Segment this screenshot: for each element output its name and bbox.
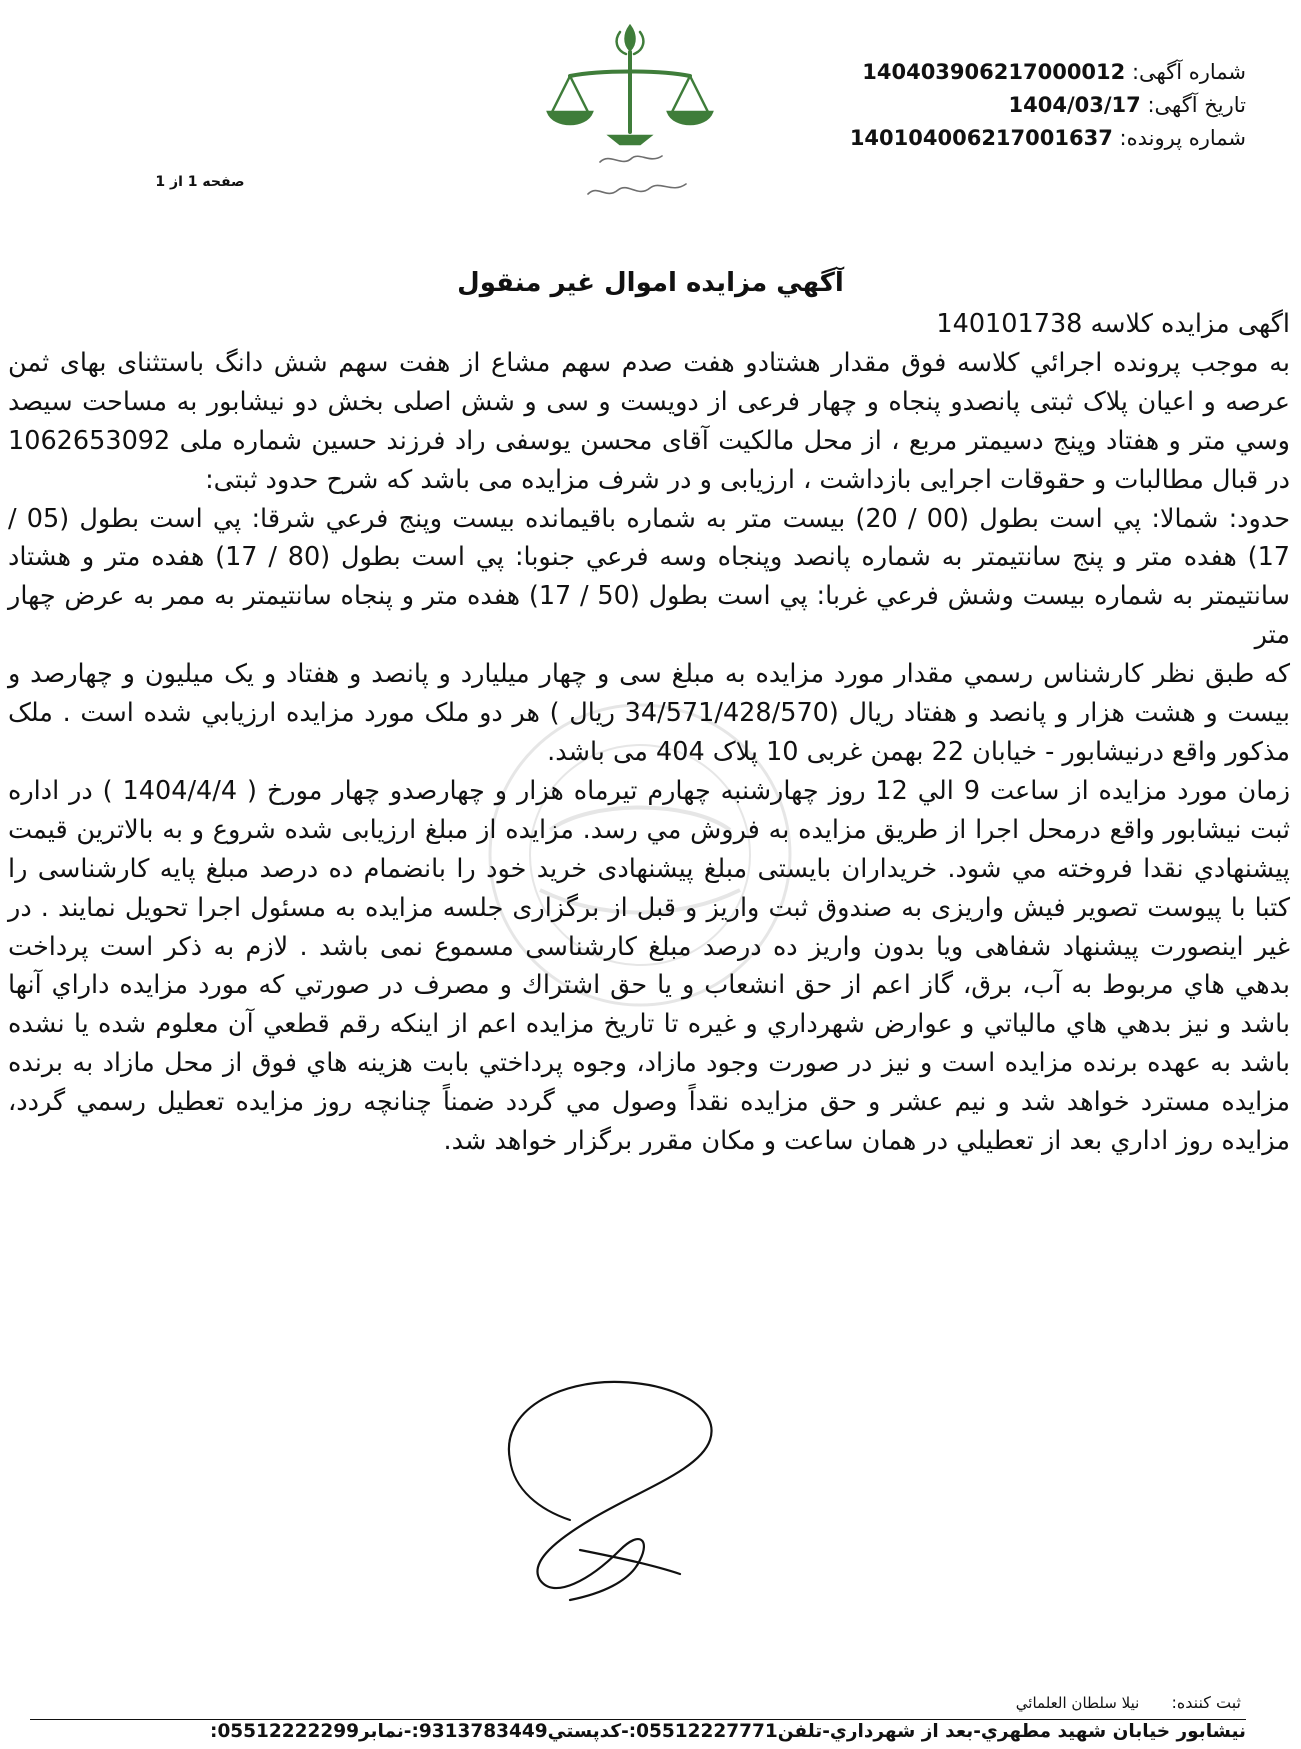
registrar-label: ثبت کننده: [1171,1693,1241,1712]
registrar-line [1016,1693,1241,1712]
notice-metadata [726,56,1246,155]
notice-body [8,305,1290,1161]
body-paragraph-boundaries: حدود: شمالا: پي است بطول (00 / 20) بيست متر به شماره باقيمانده بيست وپنج فرعي شرقا: پي است بطول (05 / 17) هفده متر و پنج سانتيمتر به شماره پانصد وپنجاه وسه فرعي جنوبا: پي است بطول (80 / 17) هفده متر و هشتاد سانتيمتر به شماره بيست وشش فرعي غربا: پي است بطول (50 / 17) هفده متر و پنجاه سانتيمتر به ممر به عرض چهار متر [8,503,1291,651]
notice-date-row [726,89,1246,122]
judiciary-emblem [540,12,720,217]
footer-divider [30,1719,1246,1720]
body-paragraph-valuation: که طبق نظر کارشناس رسمي مقدار مورد مزايده به مبلغ سی و چهار ميليارد و پانصد و هفتاد و يک ميليون و چهارصد و بيست و هشت هزار و پانصد و هفتاد ريال (34/571/428/570 ريال ) هر دو ملک مورد مزايده ارزيابي شده است . ملک مذکور واقع درنیشابور - خیابان 22 بهمن غربی 10 پلاک 404 می باشد. [8,659,1290,767]
notice-date-label: تاریخ آگهی: [1147,93,1246,117]
body-paragraph-auction-terms: زمان مورد مزايده از ساعت 9 الي 12 روز چهارشنبه چهارم تیرماه هزار و چهارصدو چهار مورخ ( 1404/4/4 ) در اداره ثبت نیشابور واقع درمحل اجرا از طريق مزايده به فروش مي رسد. مزايده از مبلغ ارزيابی شده شروع و به بالاترين قيمت پيشنهادي نقدا فروخته مي شود. خريداران بايستی مبلغ پيشنهادی خريد خود را بانضمام ده درصد مبلغ پايه کارشناسی را کتبا با پيوست تصوير فيش واريزی به صندوق ثبت واريز و قبل از برگزاری جلسه مزايده به مسئول اجرا تحويل نمايند . در غير اينصورت پيشنهاد شفاهی ويا بدون واريز ده درصد مبلغ کارشناسی مسموع نمی باشد . لازم به ذکر است پرداخت بدهي هاي مربوط به آب، برق، گاز اعم از حق انشعاب و يا حق اشتراك و مصرف در صورتي كه مورد مزايده داراي آنها باشد و نيز بدهي هاي مالياتي و عوارض شهرداري و غيره تا تاريخ مزايده اعم از اينكه رقم قطعي آن معلوم شده يا نشده باشد به عهده برنده مزايده است و نيز در صورت وجود مازاد، وجوه پرداختي بابت هزينه هاي فوق از محل مازاد به برنده مزايده مسترد خواهد شد و نيم عشر و حق مزايده نقداً وصول مي گردد ضمناً چنانچه روز مزايده تعطيل رسمي گردد، مزايده روز اداري بعد از تعطيلي در همان ساعت و مكان مقرر برگزار خواهد شد. [8,775,1291,1157]
file-number-label: شماره پرونده: [1119,126,1246,150]
file-number: 140104006217001637 [849,126,1113,150]
notice-number-label: شماره آگهی: [1131,60,1246,84]
file-number-row [726,122,1246,155]
notice-number-row [726,56,1246,89]
case-class-line: اگهی مزایده کلاسه 140101738 [936,309,1290,339]
body-paragraph-property: به موجب پرونده اجرائي کلاسه فوق مقدار هشتادو هفت صدم سهم مشاع از هفت سهم شش دانگ باستثنای بهای ثمن عرصه و اعیان پلاک ثبتی پانصدو پنجاه و چهار فرعی از دویست و سی و شش اصلی بخش دو نیشابور به مساحت سیصد وسي متر و هفتاد وپنج دسيمتر مربع ، از محل مالکیت آقای محسن یوسفی راد فرزند حسین شماره ملی 1062653092 در قبال مطالبات و حقوقات اجرایی بازداشت ، ارزیابی و در شرف مزایده می باشد که شرح حدود ثبتی: [8,347,1290,495]
page-indicator: صفحه 1 از 1 [155,174,245,190]
registrar-name: نیلا سلطان العلمائي [1015,1694,1140,1712]
signature [470,1350,750,1630]
notice-date: 1404/03/17 [1008,93,1141,117]
page-title: آگهي مزايده اموال غير منقول [457,268,844,298]
notice-number: 14040390621700001​2 [862,60,1126,84]
footer-address: نیشابور خیابان شهید مطهري-بعد از شهرداري-تلفن05512227771:-کدپستي9313783449:-نمابر05512222299: [210,1721,1246,1742]
